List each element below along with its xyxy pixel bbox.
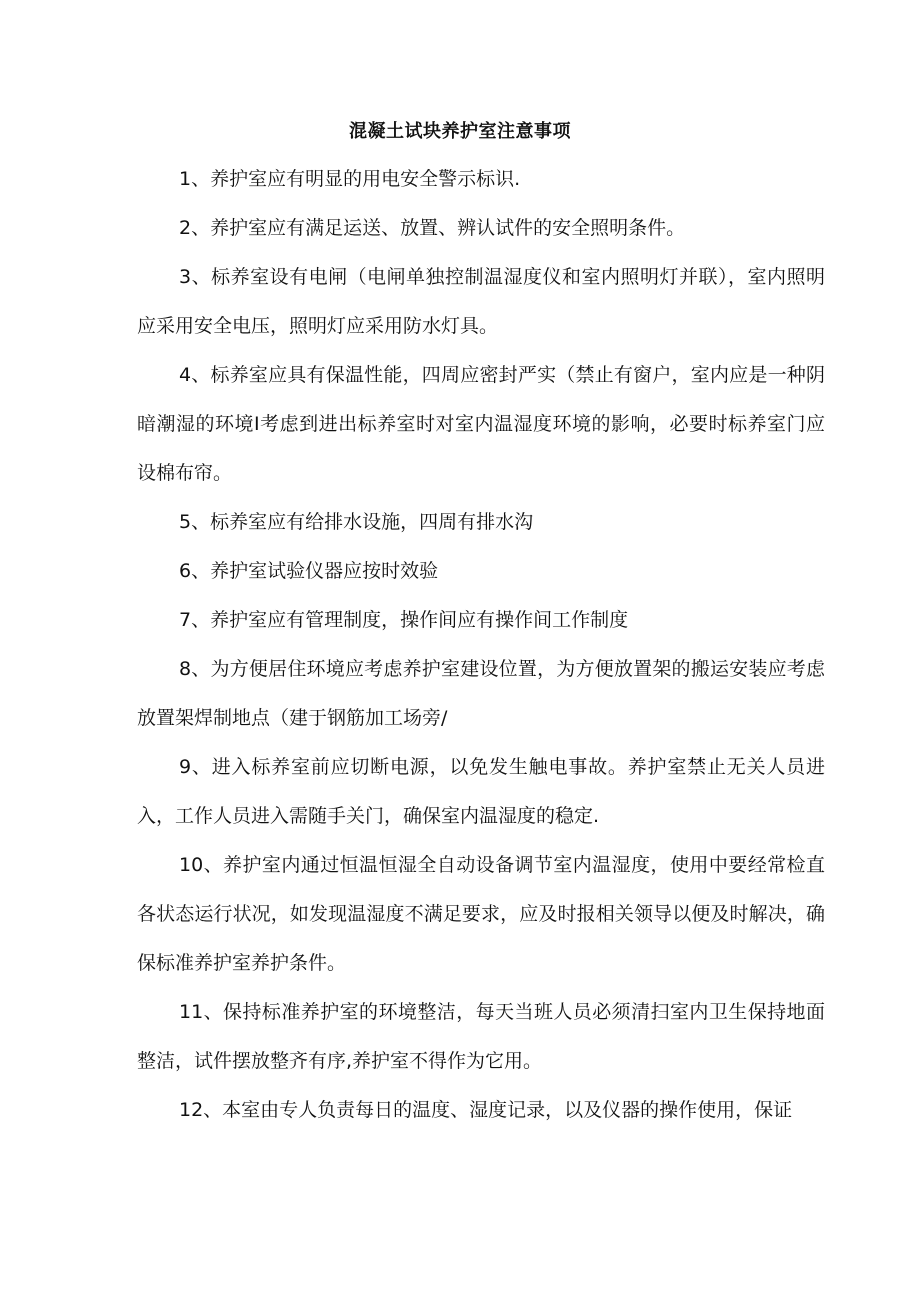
paragraph-11: 11、保持标准养护室的环境整洁，每天当班人员必须清扫室内卫生保持地面整洁，试件摆放整齐有序,养护室不得作为它用。 xyxy=(137,1001,825,1072)
paragraph-12: 12、本室由专人负责每日的温度、湿度记录，以及仪器的操作使用，保证 xyxy=(179,1099,793,1121)
paragraph-1: 1、养护室应有明显的用电安全警示标识. xyxy=(179,168,521,190)
paragraph-8: 8、为方便居住环境应考虑养护室建设位置，为方便放置架的搬运安装应考虑放置架焊制地点（建于钢筋加工场旁/ xyxy=(137,658,825,729)
document-title: 混凝土试块养护室注意事项 xyxy=(349,121,571,142)
document-body xyxy=(137,155,825,1135)
paragraph-9: 9、进入标养室前应切断电源，以免发生触电事故。养护室禁止无关人员进入，工作人员进入需随手关门，确保室内温湿度的稳定. xyxy=(137,756,825,827)
paragraph-5: 5、标养室应有给排水设施，四周有排水沟 xyxy=(179,511,534,533)
paragraph-7: 7、养护室应有管理制度，操作间应有操作间工作制度 xyxy=(179,609,629,631)
paragraph-4: 4、标养室应具有保温性能，四周应密封严实（禁止有窗户，室内应是一种阴暗潮湿的环境I考虑到进出标养室时对室内温湿度环境的影响，必要时标养室门应设棉布帘。 xyxy=(137,364,825,484)
paragraph-2: 2、养护室应有满足运送、放置、辨认试件的安全照明条件。 xyxy=(179,217,686,239)
paragraph-6: 6、养护室试验仪器应按时效验 xyxy=(179,560,439,582)
paragraph-10: 10、养护室内通过恒温恒湿全自动设备调节室内温湿度，使用中要经常检直各状态运行状况，如发现温湿度不满足要求，应及时报相关领导以便及时解决，确保标准养护室养护条件。 xyxy=(137,854,825,974)
paragraph-3: 3、标养室设有电闸（电闸单独控制温湿度仪和室内照明灯并联），室内照明应采用安全电压，照明灯应采用防水灯具。 xyxy=(137,266,825,337)
